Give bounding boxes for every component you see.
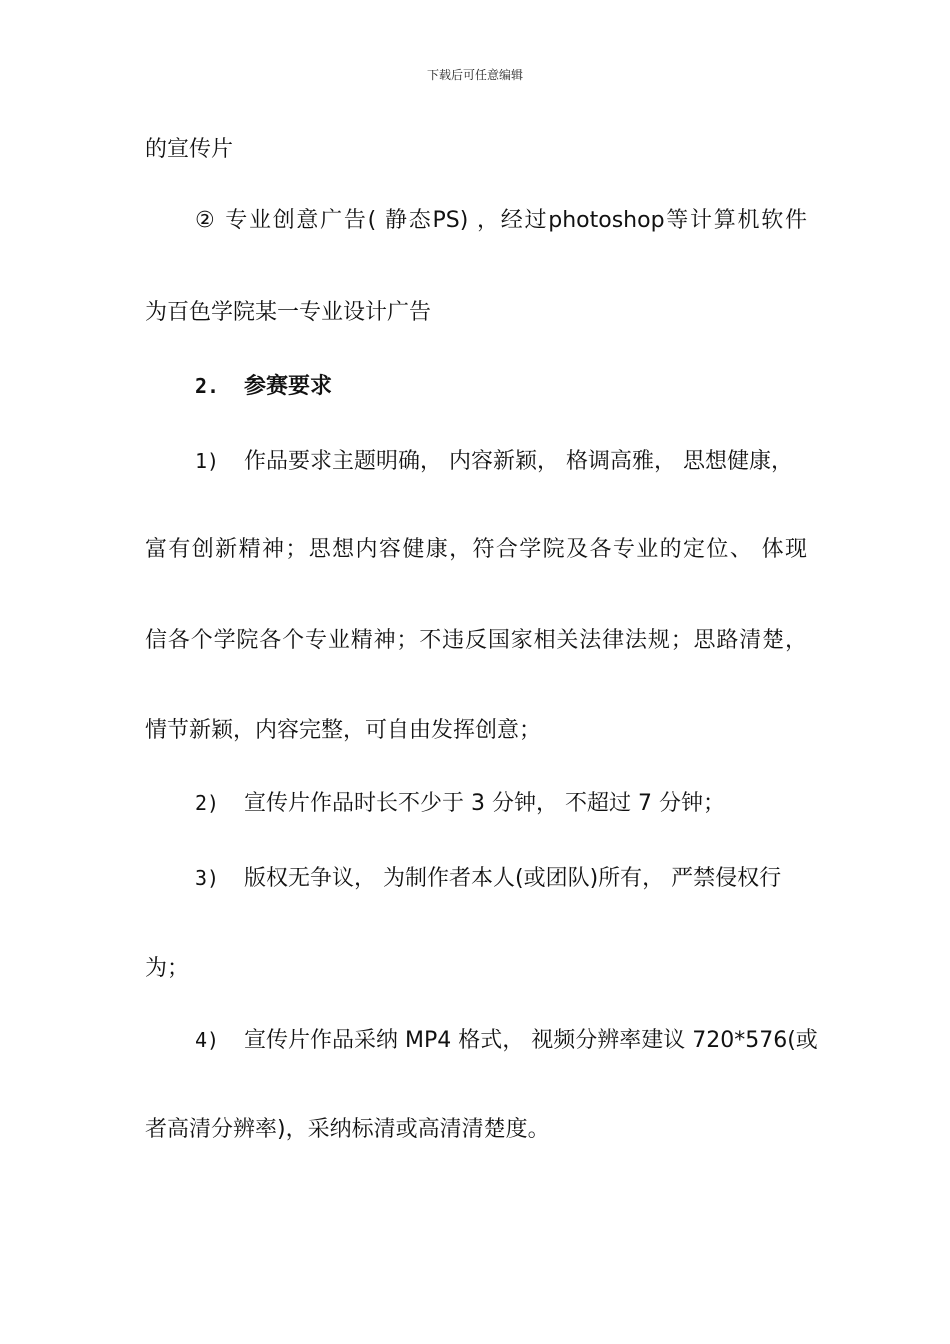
list-item-4-line-2: 者高清分辨率)，采纳标清或高清清楚度。 <box>145 1117 550 1142</box>
section-title: 参赛要求 <box>244 374 333 399</box>
list-item-text: 版权无争议， 为制作者本人(或团队)所有， 严禁侵权行 <box>244 866 782 891</box>
list-item-text: 宣传片作品采纳 MP4 格式， 视频分辨率建议 720*576(或 <box>244 1028 818 1053</box>
list-item-number: 4) <box>195 1028 220 1052</box>
section-heading <box>195 371 332 402</box>
paragraph-continuation: 的宣传片 <box>145 137 234 162</box>
list-item-1-line-1 <box>195 446 793 477</box>
paragraph-creative-ad-cont: 为百色学院某一专业设计广告 <box>145 300 432 325</box>
list-item-3-line-1 <box>195 863 781 894</box>
list-item-2 <box>195 788 725 819</box>
list-item-3-line-2: 为； <box>145 956 190 981</box>
list-item-1-line-3: 信各个学院各个专业精神；不违反国家相关法律法规；思路清楚， <box>145 628 807 653</box>
page-header: 下载后可任意编辑 <box>426 68 523 82</box>
list-item-text: 宣传片作品时长不少于 3 分钟， 不超过 7 分钟； <box>244 791 725 816</box>
section-number: 2. <box>195 374 220 398</box>
list-item-number: 3) <box>195 866 220 890</box>
list-item-4-line-1 <box>195 1025 818 1056</box>
list-item-1-line-2: 富有创新精神；思想内容健康，符合学院及各专业的定位、 体现 <box>145 537 807 562</box>
list-item-number: 1) <box>195 449 220 473</box>
list-item-number: 2) <box>195 791 220 815</box>
list-item-text: 作品要求主题明确， 内容新颖， 格调高雅， 思想健康， <box>244 449 793 474</box>
list-item-1-line-4: 情节新颖，内容完整，可自由发挥创意； <box>145 718 542 743</box>
paragraph-creative-ad: ② 专业创意广告( 静态PS) ，经过photoshop等计算机软件 <box>195 208 807 233</box>
